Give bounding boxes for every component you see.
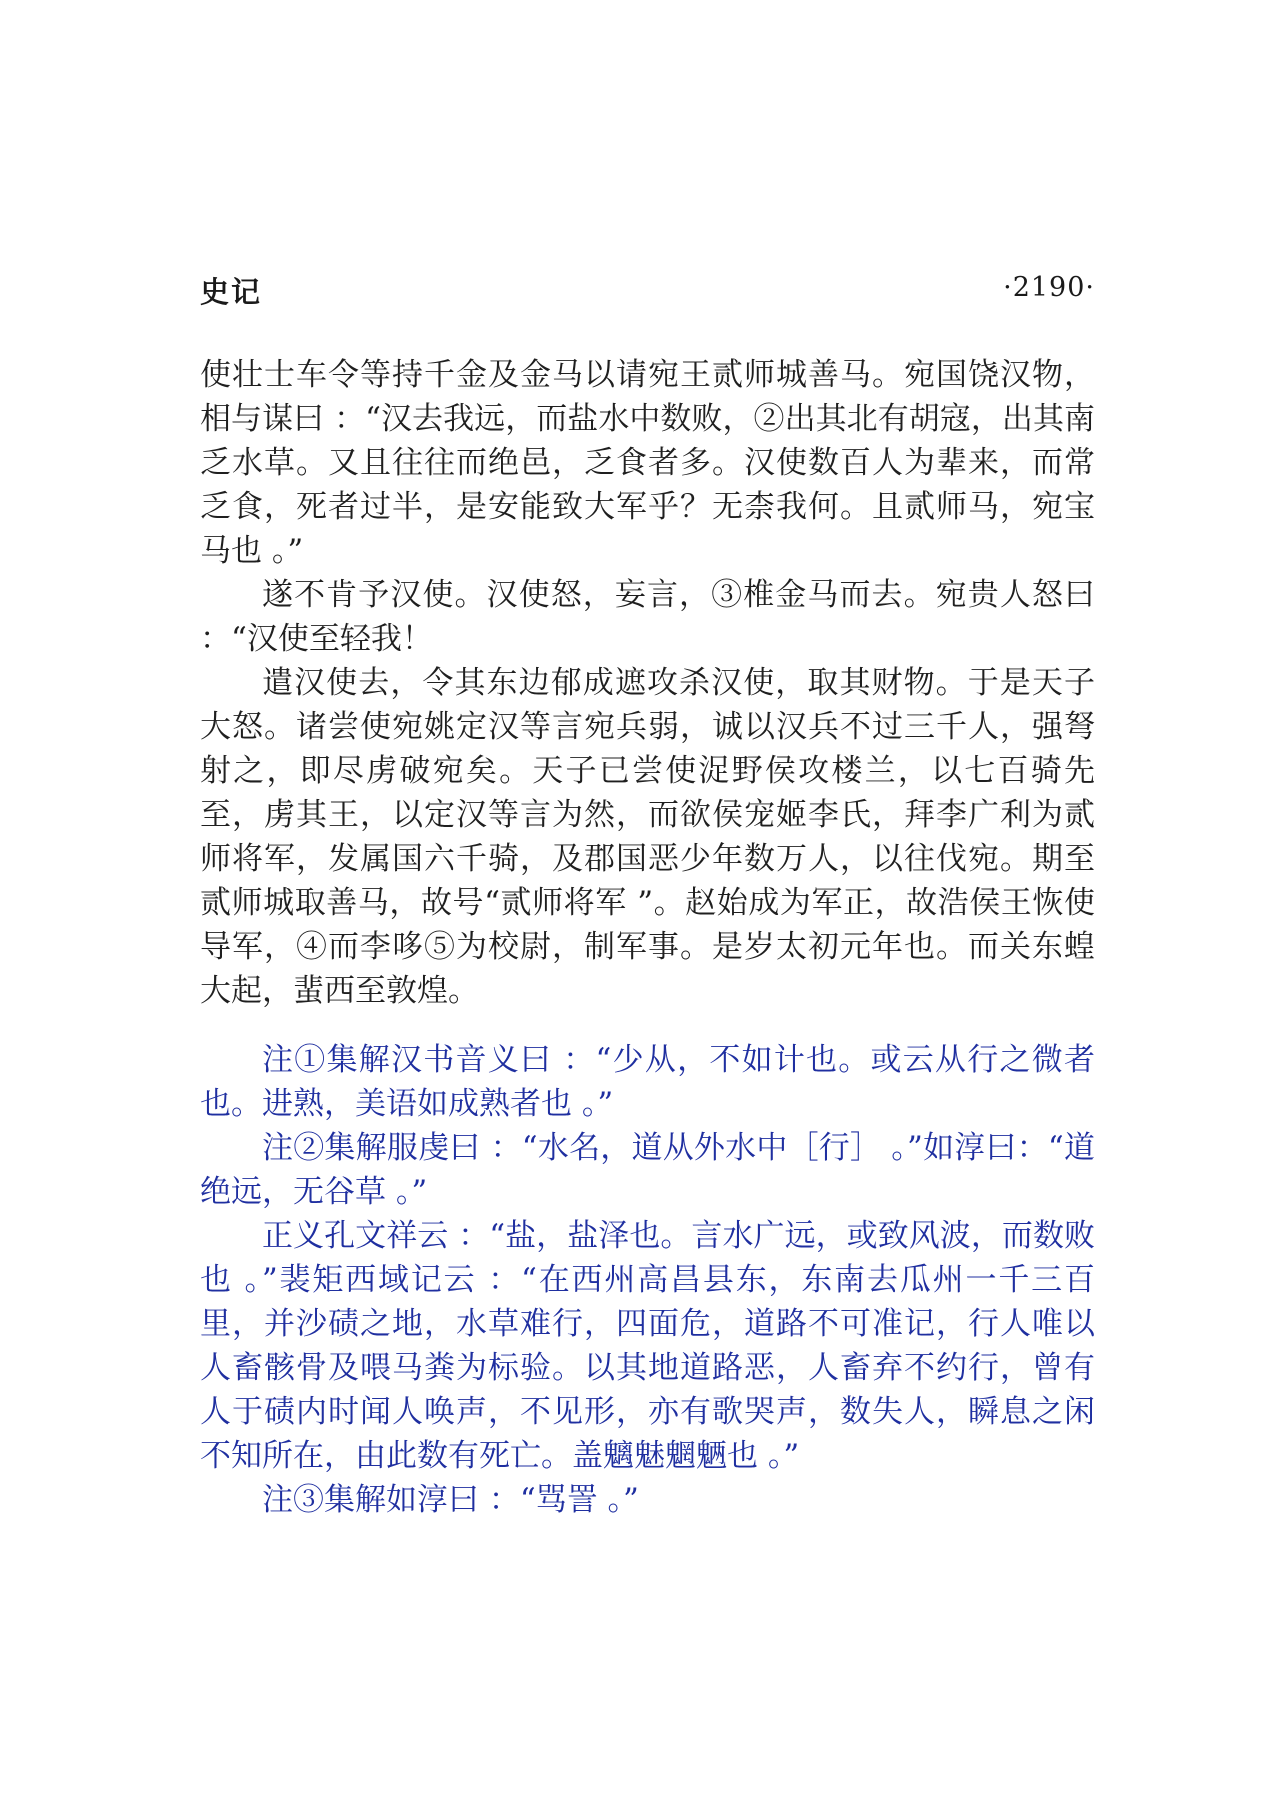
- book-title: 史记: [200, 275, 263, 309]
- annotations: [200, 1038, 1095, 1522]
- body-paragraph: 遂不肯予汉使。汉使怒，妄言，③椎金马而去。宛贵人怒曰 ：“汉使至轻我！: [200, 577, 1095, 657]
- note-paragraph: 注①集解汉书音义曰 ：“少从，不如计也。或云从行之微者也。进熟，美语如成熟者也 。”: [200, 1042, 1095, 1122]
- body-paragraph: 遣汉使去，令其东边郁成遮攻杀汉使，取其财物。于是天子大怒。诸尝使宛姚定汉等言宛兵弱，诚以汉兵不过三千人，强弩射之，即尽虏破宛矣。天子已尝使浞野侯攻楼兰，以七百骑先至，虏其王，以定汉等言为然，而欲侯宠姬李氏，拜李广利为贰师将军，发属国六千骑，及郡国恶少年数万人，以往伐宛。期至贰师城取善马，故号“贰师将军 ”。赵始成为军正，故浩侯王恢使导军，④而李哆⑤为校尉，制军事。是岁太初元年也。而关东蝗大起，蜚西至敦煌。: [200, 665, 1095, 1009]
- main-text: [200, 353, 1095, 1013]
- note-paragraph: 正义孔文祥云 ：“盐，盐泽也。言水广远，或致风波，而数败也 。”裴矩西域记云 ：“在西州高昌县东，东南去瓜州一千三百里，并沙碛之地，水草难行，四面危，道路不可准记，行人唯以人畜骸骨及喂马粪为标验。以其地道路恶，人畜弃不约行，曾有人于碛内时闻人唤声，不见形，亦有歌哭声，数失人，瞬息之闲不知所在，由此数有死亡。盖魑魅魍魉也 。”: [200, 1218, 1095, 1474]
- body-paragraph: 使壮士车令等持千金及金马以请宛王贰师城善马。宛国饶汉物，相与谋曰 ：“汉去我远，而盐水中数败，②出其北有胡寇，出其南乏水草。又且往往而绝邑，乏食者多。汉使数百人为辈来，而常乏食，死者过半，是安能致大军乎？无柰我何。且贰师马，宛宝马也 。”: [200, 357, 1095, 569]
- note-paragraph: 注③集解如淳曰 ：“骂詈 。”: [262, 1482, 639, 1518]
- note-paragraph: 注②集解服虔曰 ：“水名，道从外水中［行］ 。”如淳曰：“道绝远，无谷草 。”: [200, 1130, 1095, 1210]
- page-header: [200, 270, 1095, 310]
- page-number: ·2190·: [1003, 272, 1095, 303]
